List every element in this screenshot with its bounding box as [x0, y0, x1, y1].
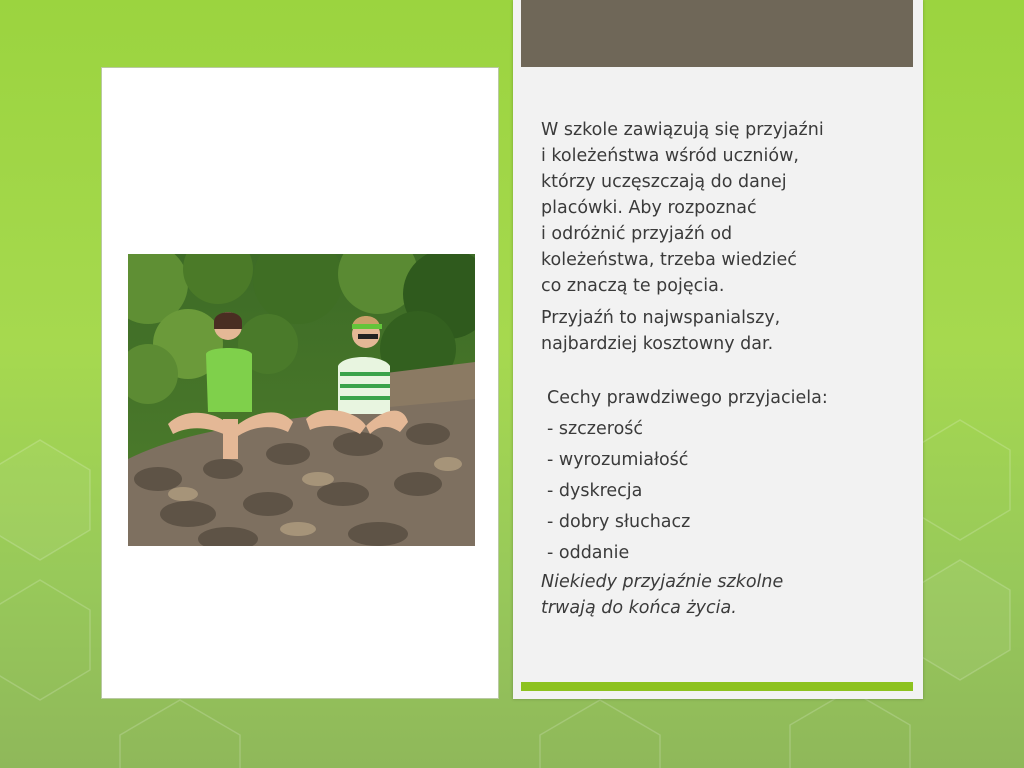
- list-item: - wyrozumiałość: [547, 450, 689, 470]
- traits-heading: Cechy prawdziwego przyjaciela:: [547, 388, 828, 408]
- intro-paragraph: W szkole zawiązują się przyjaźni i koleżeństwa wśród uczniów, którzy uczęszczają do danej placówki. Aby rozpoznać i odróżnić przyjaźń od koleżeństwa, trzeba wiedzieć co znaczą te pojęcia.: [541, 120, 824, 296]
- bottom-accent-bar: [521, 682, 913, 691]
- list-item: - dobry słuchacz: [547, 512, 691, 532]
- slide-text: [541, 117, 911, 621]
- text-panel: [513, 0, 923, 699]
- list-item: - szczerość: [547, 419, 644, 439]
- friendship-paragraph: Przyjaźń to najwspanialszy, najbardziej kosztowny dar.: [541, 308, 781, 354]
- photo-two-girls-on-stone-wall: [128, 254, 475, 546]
- list-item: - oddanie: [547, 543, 630, 563]
- list-item: - dyskrecja: [547, 481, 643, 501]
- closing-sentence: Niekiedy przyjaźnie szkolne trwają do końca życia.: [541, 572, 784, 618]
- top-decor-bar: [521, 0, 913, 67]
